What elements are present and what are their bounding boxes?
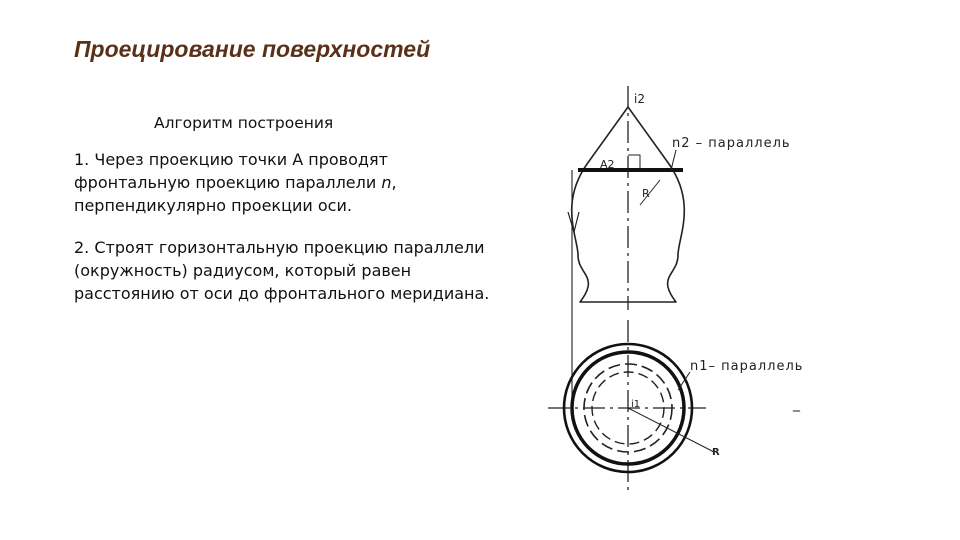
parallel-n2-label: n2 – параллель	[672, 136, 791, 151]
dimension-arrow	[568, 212, 579, 232]
point-label-a2: A2	[600, 158, 615, 171]
parallel-n2-leader	[671, 150, 676, 170]
axis-label-i1: i1	[631, 399, 641, 410]
parallel-n1-label: n1– параллель	[690, 359, 804, 374]
algorithm-heading: Алгоритм построения	[154, 114, 334, 132]
radius-label-front: R	[642, 187, 650, 200]
axis-label-i2: i2	[634, 92, 645, 106]
dash-mark: _	[793, 396, 800, 412]
slide-title: Проецирование поверхностей	[74, 36, 431, 62]
step-1-text-end: , перпендикулярно проекции оси.	[74, 173, 397, 215]
radius-label-top: R	[712, 447, 720, 458]
right-angle-mark	[628, 155, 640, 170]
step-1-italic-n: n	[381, 173, 392, 192]
step-2-text: 2. Строят горизонтальную проекцию параллели (окружность) радиусом, который равен расстоянию от оси до фронтального меридиана.	[74, 238, 490, 303]
step-1-text: 1. Через проекцию точки А проводят фронтальную проекцию параллели	[74, 150, 388, 192]
